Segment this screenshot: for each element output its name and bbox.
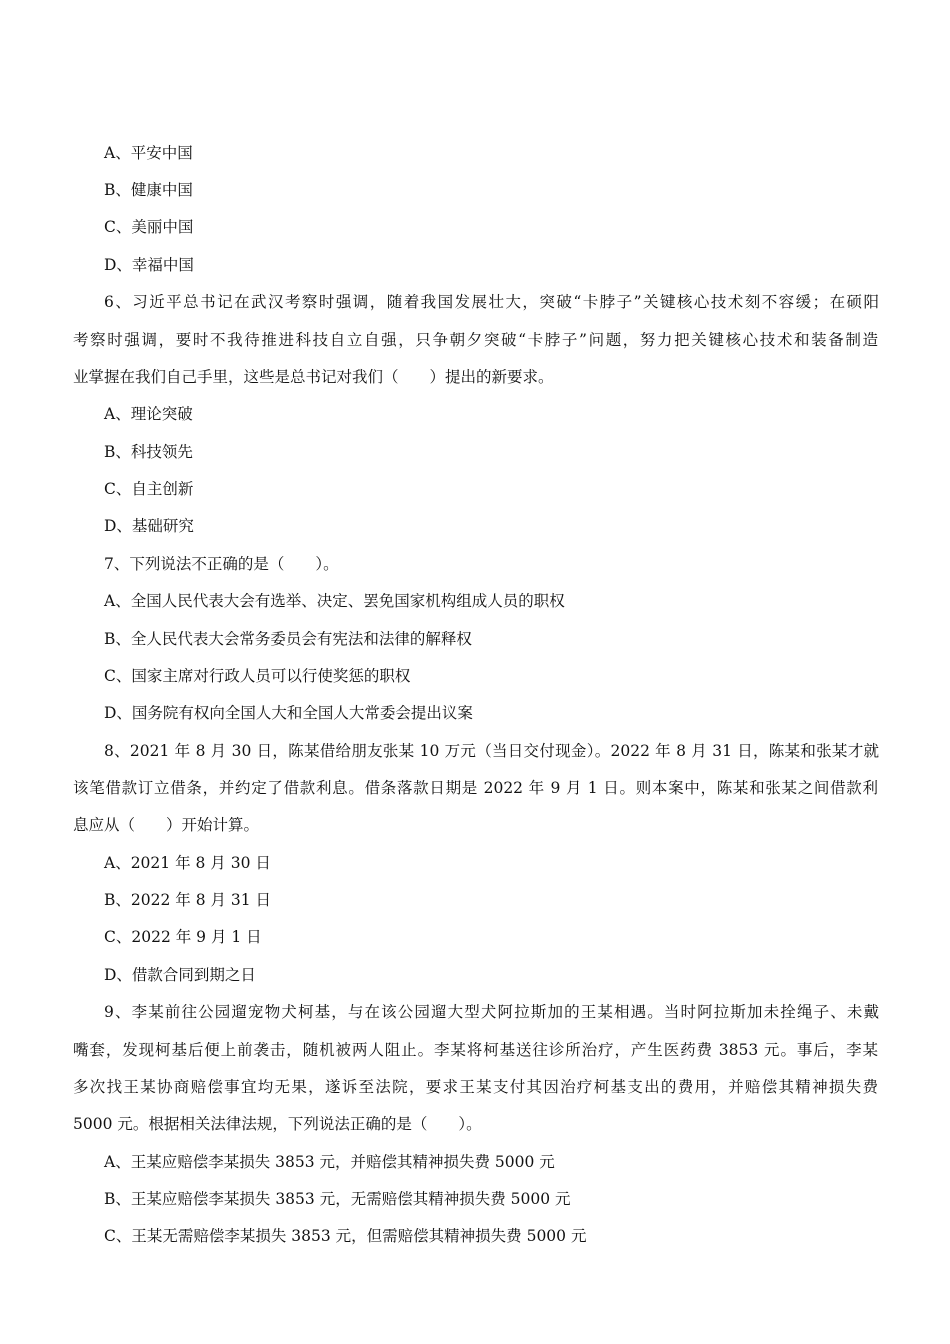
q6-stem-line-1: 6、习近平总书记在武汉考察时强调，随着我国发展壮大，突破“卡脖子”关键核心技术刻不容缓；在硕阳: [104, 293, 879, 311]
q9-stem-line-2: 嘴套，发现柯基后便上前袭击，随机被两人阻止。李某将柯基送往诊所治疗，产生医药费 3853 元。事后，李某: [73, 1041, 878, 1059]
q5-option-c: C、美丽中国: [104, 218, 194, 236]
q7-option-b: B、全人民代表大会常务委员会有宪法和法律的解释权: [104, 630, 472, 648]
q9-stem-line-3: 多次找王某协商赔偿事宜均无果，遂诉至法院，要求王某支付其因治疗柯基支出的费用，并赔偿其精神损失费: [73, 1078, 878, 1096]
q8-option-c: C、2022 年 9 月 1 日: [104, 928, 262, 946]
q6-option-d: D、基础研究: [104, 517, 194, 535]
q5-option-d: D、幸福中国: [104, 256, 194, 274]
q7-option-d: D、国务院有权向全国人大和全国人大常委会提出议案: [104, 704, 473, 722]
q6-option-c: C、自主创新: [104, 480, 194, 498]
q6-option-a: A、理论突破: [104, 405, 193, 423]
q8-stem-line-3: 息应从（ ）开始计算。: [73, 816, 260, 834]
q9-option-c: C、王某无需赔偿李某损失 3853 元，但需赔偿其精神损失费 5000 元: [104, 1227, 587, 1245]
q8-stem-line-2: 该笔借款订立借条，并约定了借款利息。借条落款日期是 2022 年 9 月 1 日。则本案中，陈某和张某之间借款利: [73, 779, 878, 797]
q5-option-a: A、平安中国: [104, 144, 193, 162]
q8-stem-line-1: 8、2021 年 8 月 30 日，陈某借给朋友张某 10 万元（当日交付现金）。2022 年 8 月 31 日，陈某和张某才就: [104, 742, 879, 760]
q9-stem-line-4: 5000 元。根据相关法律法规，下列说法正确的是（ ）。: [73, 1115, 482, 1133]
q8-option-d: D、借款合同到期之日: [104, 966, 256, 984]
q6-stem-line-3: 业掌握在我们自己手里，这些是总书记对我们（ ）提出的新要求。: [73, 368, 554, 386]
q6-option-b: B、科技领先: [104, 443, 193, 461]
q8-option-b: B、2022 年 8 月 31 日: [104, 891, 272, 909]
q9-stem-line-1: 9、李某前往公园遛宠物犬柯基，与在该公园遛大型犬阿拉斯加的王某相遇。当时阿拉斯加未拴绳子、未戴: [104, 1003, 879, 1021]
q9-option-a: A、王某应赔偿李某损失 3853 元，并赔偿其精神损失费 5000 元: [104, 1153, 555, 1171]
q7-stem: 7、下列说法不正确的是（ ）。: [104, 555, 339, 573]
q6-stem-line-2: 考察时强调，要时不我待推进科技自立自强，只争朝夕突破“卡脖子”问题，努力把关键核心技术和装备制造: [73, 331, 878, 349]
q7-option-a: A、全国人民代表大会有选举、决定、罢免国家机构组成人员的职权: [104, 592, 565, 610]
q7-option-c: C、国家主席对行政人员可以行使奖惩的职权: [104, 667, 411, 685]
q5-option-b: B、健康中国: [104, 181, 193, 199]
q8-option-a: A、2021 年 8 月 30 日: [104, 854, 271, 872]
q9-option-b: B、王某应赔偿李某损失 3853 元，无需赔偿其精神损失费 5000 元: [104, 1190, 571, 1208]
